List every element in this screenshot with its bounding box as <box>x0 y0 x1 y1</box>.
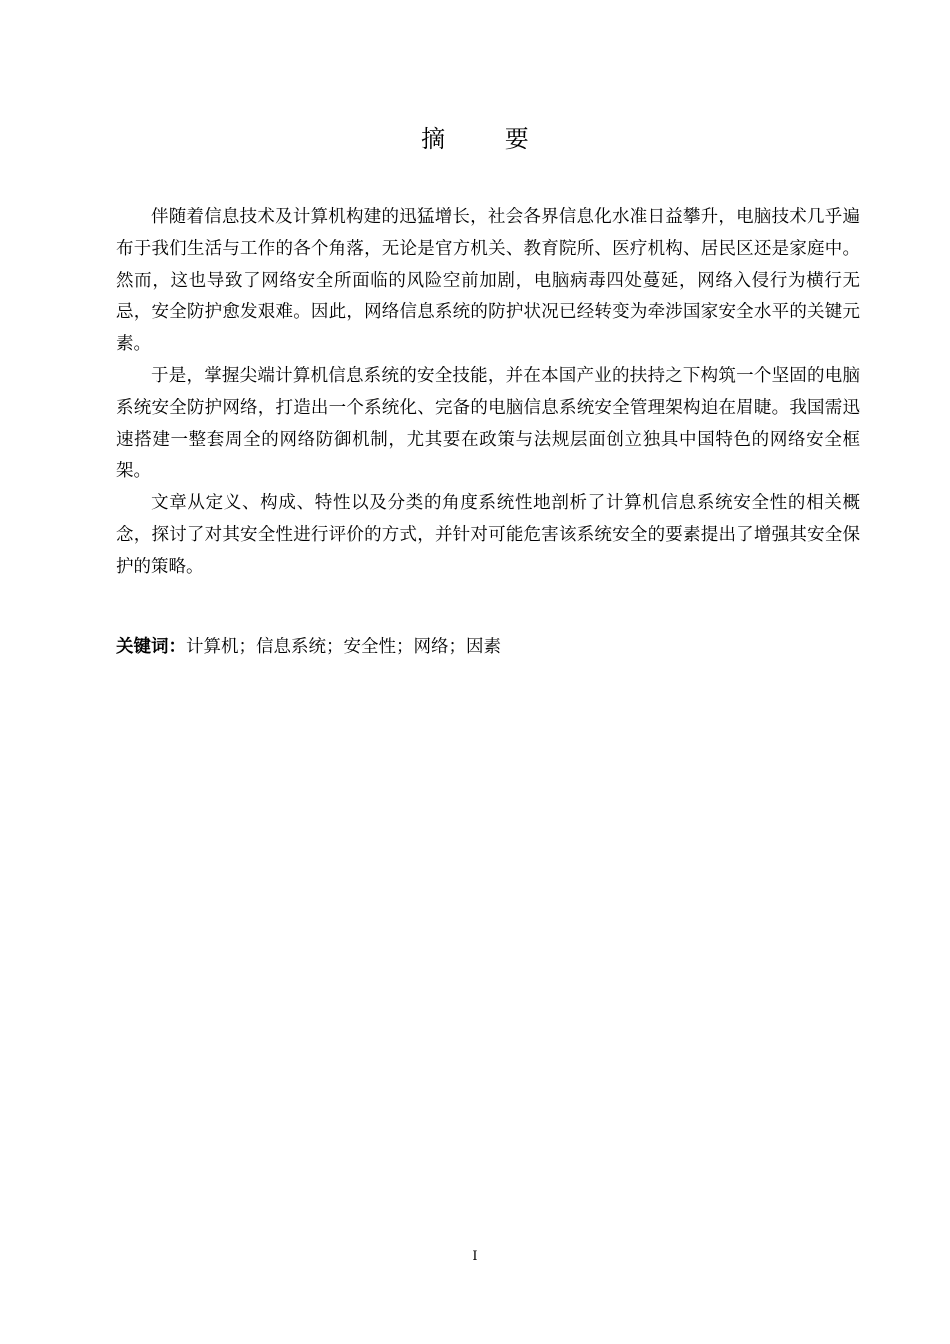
keywords-line <box>116 632 860 663</box>
keywords-text: 计算机；信息系统；安全性；网络；因素 <box>186 637 501 657</box>
abstract-body <box>116 202 860 584</box>
abstract-paragraph-1: 伴随着信息技术及计算机构建的迅猛增长，社会各界信息化水准日益攀升，电脑技术几乎遍布于我们生活与工作的各个角落，无论是官方机关、教育院所、医疗机构、居民区还是家庭中。然而，这也导致了网络安全所面临的风险空前加剧，电脑病毒四处蔓延，网络入侵行为横行无忌，安全防护愈发艰难。因此，网络信息系统的防护状况已经转变为牵涉国家安全水平的关键元素。 <box>116 207 860 355</box>
abstract-paragraph-2: 于是，掌握尖端计算机信息系统的安全技能，并在本国产业的扶持之下构筑一个坚固的电脑系统安全防护网络，打造出一个系统化、完备的电脑信息系统安全管理架构迫在眉睫。我国需迅速搭建一整套周全的网络防御机制，尤其要在政策与法规层面创立独具中国特色的网络安全框架。 <box>116 365 860 482</box>
keywords-label: 关键词： <box>116 637 186 657</box>
abstract-paragraph-3: 文章从定义、构成、特性以及分类的角度系统性地剖析了计算机信息系统安全性的相关概念，探讨了对其安全性进行评价的方式，并针对可能危害该系统安全的要素提出了增强其安全保护的策略。 <box>116 493 860 577</box>
page-number: I <box>472 1249 478 1264</box>
page-title: 摘 要 <box>421 125 555 153</box>
